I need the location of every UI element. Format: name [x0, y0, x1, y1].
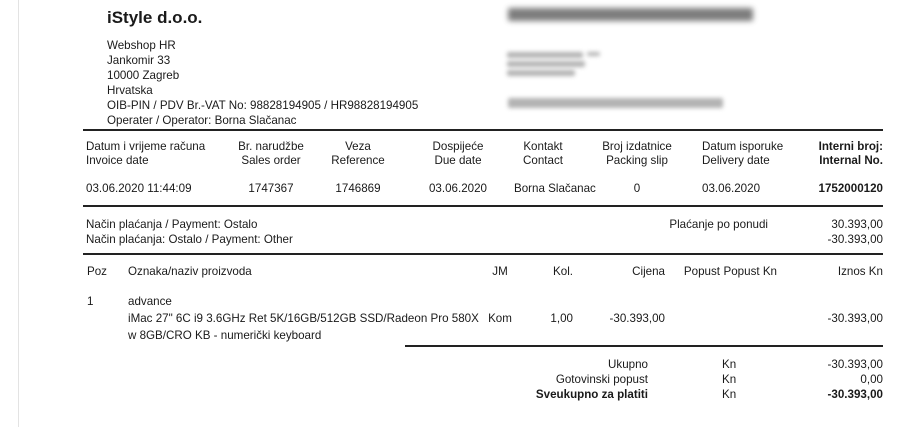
label-hr: Kontakt	[523, 140, 563, 153]
payment-line-2: Način plaćanja: Ostalo / Payment: Other	[86, 232, 293, 246]
label-hr: Br. narudžbe	[238, 140, 304, 153]
total-label: Ukupno	[608, 358, 648, 371]
payment-offer-label: Plaćanje po ponudi	[669, 218, 768, 231]
divider-info	[83, 205, 883, 207]
label-en: Due date	[434, 154, 482, 167]
packing-slip-value: 0	[633, 182, 641, 195]
total-currency: Kn	[722, 388, 737, 401]
item-description-line-3: w 8GB/CRO KB - numerički keyboard	[128, 329, 322, 342]
total-label: Sveukupno za platiti	[535, 388, 648, 401]
items-header-popust-kn: Popust Kn	[723, 265, 777, 278]
totals-row-ukupno	[83, 357, 883, 372]
total-amount: 0,00	[860, 373, 883, 386]
invoice-date-value: 03.06.2020 11:44:09	[86, 182, 192, 195]
items-header-name: Oznaka/naziv proizvoda	[128, 265, 252, 278]
total-amount: -30.393,00	[827, 388, 883, 401]
items-header-poz: Poz	[87, 265, 107, 278]
item-popust-kn	[720, 293, 777, 344]
totals-section	[83, 357, 883, 402]
payment-offer-block	[669, 218, 883, 247]
seller-dept: Webshop HR	[107, 39, 176, 52]
label-en: Internal No.	[819, 154, 883, 167]
info-col-invoice-date-label	[83, 140, 228, 168]
payment-method-block	[83, 218, 669, 247]
seller-city: 10000 Zagreb	[107, 69, 180, 82]
info-table-values	[83, 182, 883, 195]
label-en: Reference	[331, 154, 385, 167]
label-hr: Datum i vrijeme računa	[86, 140, 206, 153]
total-currency: Kn	[722, 358, 737, 371]
payment-offer-amount-2: -30.393,00	[827, 232, 883, 246]
due-date-value: 03.06.2020	[428, 182, 488, 195]
info-col-packing-slip-label	[572, 140, 702, 168]
label-en: Contact	[523, 154, 563, 167]
seller-vat: OIB-PIN / PDV Br.-VAT No: 98828194905 / HR98828194905	[107, 99, 419, 112]
info-col-due-date-label	[402, 140, 514, 168]
seller-operator: Operater / Operator: Borna Slačanac	[107, 114, 297, 127]
info-col-reference-label	[314, 140, 402, 168]
redacted-recipient-name-bar	[508, 8, 753, 21]
redacted-recipient-address-bar-3	[507, 70, 575, 76]
item-cijena: -30.393,00	[609, 312, 665, 325]
invoice-content	[83, 0, 883, 402]
item-description	[128, 293, 479, 344]
sales-order-value: 1747367	[248, 182, 294, 195]
info-col-sales-order-label	[228, 140, 314, 168]
totals-row-gotovinski-popust	[83, 372, 883, 387]
item-jm: Kom	[488, 312, 512, 325]
payment-offer-spacer	[669, 233, 768, 248]
delivery-date-value: 03.06.2020	[702, 182, 761, 195]
label-hr: Datum isporuke	[702, 140, 784, 153]
label-hr: Veza	[345, 140, 371, 153]
payment-offer-amount-1: 30.393,00	[831, 218, 883, 231]
label-hr: Broj izdatnice	[602, 140, 672, 153]
totals-row-sveukupno	[83, 387, 883, 402]
reference-value: 1746869	[335, 182, 381, 195]
label-en: Packing slip	[606, 154, 668, 167]
items-header-kol: Kol.	[553, 265, 573, 278]
label-en: Delivery date	[702, 154, 770, 167]
internal-no-value: 1752000120	[818, 182, 883, 195]
divider-items	[405, 345, 883, 347]
contact-value: Borna Slačanac	[514, 182, 596, 195]
items-header-iznos-kn: Iznos Kn	[837, 265, 883, 278]
page-edge-line	[18, 0, 19, 427]
redacted-recipient-oib-bar	[508, 98, 723, 108]
label-en: Invoice date	[86, 154, 149, 167]
payment-section	[83, 218, 883, 247]
redacted-recipient-address-bar-1	[507, 52, 583, 58]
items-header-cijena: Cijena	[632, 265, 665, 278]
label-en: Sales order	[241, 154, 301, 167]
seller-country: Hrvatska	[107, 84, 153, 97]
item-popust	[665, 293, 720, 344]
info-table-header	[83, 140, 883, 168]
label-hr: Dospijeće	[432, 140, 484, 153]
info-col-internal-no-label	[752, 140, 883, 168]
label-hr: Interni broj:	[818, 140, 883, 153]
divider-header	[83, 129, 883, 131]
item-description-line-2: iMac 27" 6C i9 3.6GHz Ret 5K/16GB/512GB SSD/Radeon Pro 580X	[128, 312, 479, 325]
divider-payment	[83, 253, 883, 255]
total-amount: -30.393,00	[827, 358, 883, 371]
item-kol: 1,00	[550, 312, 573, 325]
redacted-recipient-address-bar-2	[507, 61, 585, 67]
payment-line-1: Način plaćanja / Payment: Ostalo	[86, 218, 258, 231]
info-col-delivery-date-label	[702, 140, 784, 168]
total-label: Gotovinski popust	[555, 373, 648, 386]
items-header-popust: Popust	[683, 265, 720, 278]
item-iznos-kn: -30.393,00	[827, 312, 883, 325]
item-row	[83, 293, 883, 344]
item-description-line-1: advance	[128, 295, 172, 308]
info-col-contact-label	[514, 140, 572, 168]
item-poz: 1	[87, 295, 94, 308]
items-header-jm: JM	[492, 265, 508, 278]
invoice-header	[83, 0, 883, 129]
items-table-header	[83, 265, 883, 278]
seller-name: iStyle d.o.o.	[107, 8, 203, 27]
seller-block	[83, 0, 883, 128]
total-currency: Kn	[722, 373, 737, 386]
seller-street: Jankomir 33	[107, 54, 171, 67]
redacted-recipient-address-mark	[587, 52, 600, 56]
